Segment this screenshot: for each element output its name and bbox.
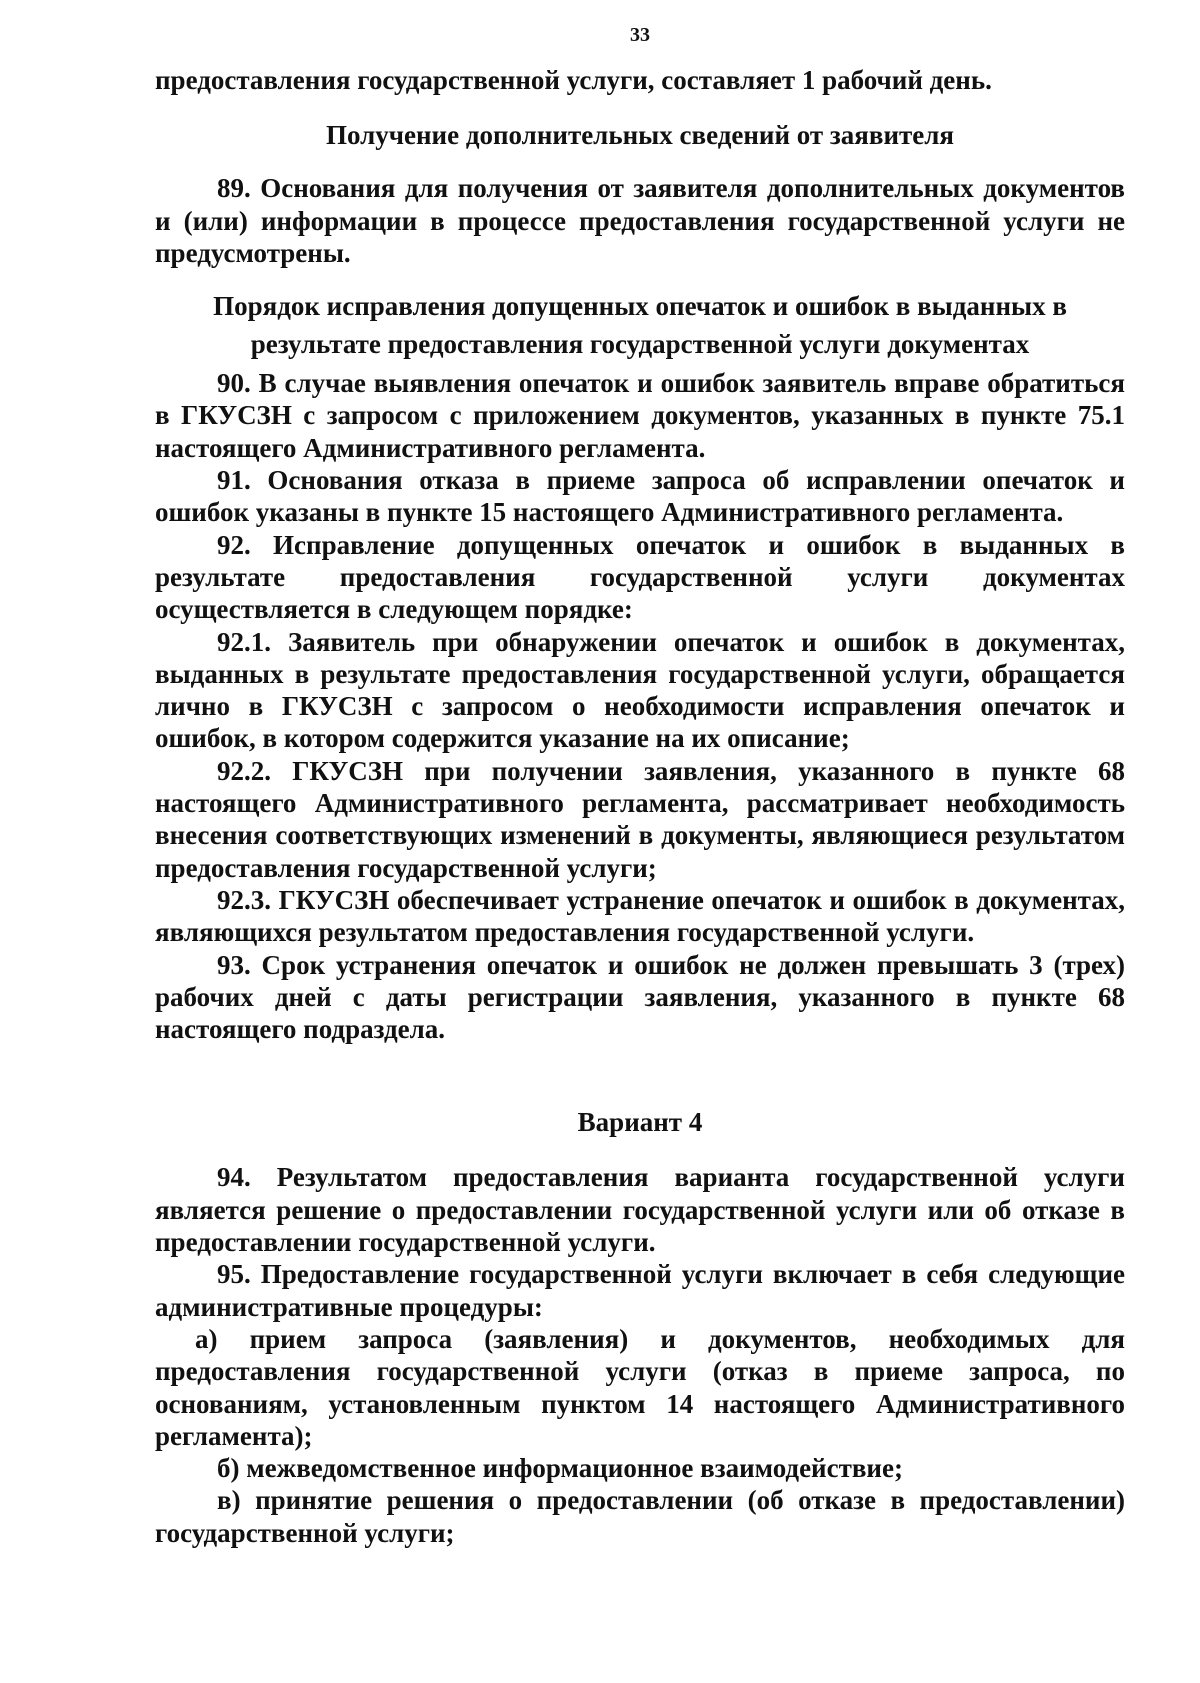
- paragraph-93: 93. Срок устранения опечаток и ошибок не должен превышать 3 (трех) рабочих дней с даты регистрации заявления, указанного в пункте 68 настоящего подраздела.: [155, 949, 1125, 1045]
- paragraph-92-1: 92.1. Заявитель при обнаружении опечаток и ошибок в документах, выданных в результате предоставления государственной услуги, обращается лично в ГКУСЗН с запросом о необходимости исправления опечаток и ошибок, в котором содержится указание на их описание;: [155, 626, 1125, 754]
- list-item-b: б) межведомственное информационное взаимодействие;: [217, 1453, 903, 1484]
- paragraph-90: 90. В случае выявления опечаток и ошибок заявитель вправе обратиться в ГКУСЗН с запросом с приложением документов, указанных в пункте 75.1 настоящего Административного регламента.: [155, 368, 1125, 463]
- paragraph-continuation: предоставления государственной услуги, составляет 1 рабочий день.: [155, 65, 992, 95]
- section-heading-variant-4: Вариант 4: [577, 1107, 703, 1138]
- section-heading-additional-info: Получение дополнительных сведений от заявителя: [325, 120, 955, 151]
- section-heading-corrections-line2: результате предоставления государственной услуги документах: [250, 329, 1030, 360]
- document-page: [155, 20, 1125, 1549]
- paragraph-94: 94. Результатом предоставления варианта государственной услуги является решение о предоставлении государственной услуги или об отказе в предоставлении государственной услуги.: [155, 1162, 1125, 1258]
- paragraph-92: 92. Исправление допущенных опечаток и ошибок в выданных в результате предоставления государственной услуги документах осуществляется в следующем порядке:: [155, 529, 1125, 625]
- list-item-a: а) прием запроса (заявления) и документов, необходимых для предоставления государственной услуги (отказ в приеме запроса, по основаниям, установленным пунктом 14 настоящего Административного регламента);: [155, 1323, 1125, 1451]
- section-heading-corrections-line1: Порядок исправления допущенных опечаток и ошибок в выданных в: [213, 291, 1067, 322]
- paragraph-91: 91. Основания отказа в приеме запроса об исправлении опечаток и ошибок указаны в пункте 15 настоящего Административного регламента.: [155, 465, 1125, 528]
- list-item-v: в) принятие решения о предоставлении (об отказе в предоставлении) государственной услуги;: [155, 1485, 1125, 1548]
- paragraph-95: 95. Предоставление государственной услуги включает в себя следующие административные процедуры:: [155, 1259, 1125, 1322]
- paragraph-92-3: 92.3. ГКУСЗН обеспечивает устранение опечаток и ошибок в документах, являющихся результатом предоставления государственной услуги.: [155, 884, 1125, 948]
- paragraph-89: 89. Основания для получения от заявителя дополнительных документов и (или) информации в процессе предоставления государственной услуги не предусмотрены.: [155, 173, 1125, 268]
- section-heading-corrections: [155, 287, 1125, 363]
- paragraph-92-2: 92.2. ГКУСЗН при получении заявления, указанного в пункте 68 настоящего Административного регламента, рассматривает необходимость внесения соответствующих изменений в документы, являющиеся результатом предоставления государственной услуги;: [155, 755, 1125, 883]
- page-number: 33: [630, 24, 650, 46]
